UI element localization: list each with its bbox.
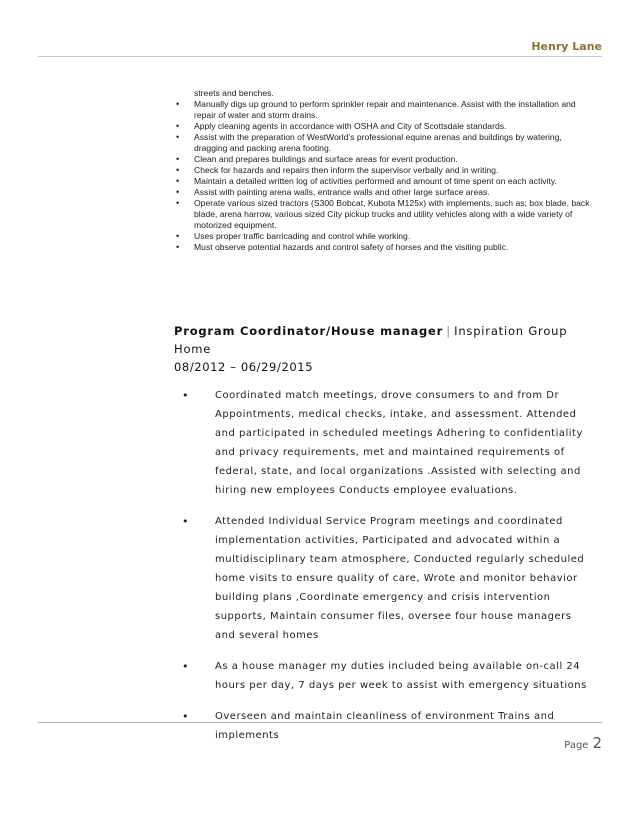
- list-item: • Must observe potential hazards and control safety of horses and the visiting public.: [194, 242, 594, 253]
- list-item: • Check for hazards and repairs then inform the supervisor verbally and in writing.: [194, 165, 594, 176]
- list-item: • Overseen and maintain cleanliness of environment Trains and implements: [215, 707, 595, 745]
- job-heading: [174, 322, 584, 358]
- heading-separator: |: [446, 324, 452, 338]
- list-item: • Maintain a detailed written log of activities performed and amount of time spent on each activity.: [194, 176, 594, 187]
- job-responsibilities-list: [215, 386, 595, 757]
- duties-list: [194, 88, 594, 253]
- page-number-value: 2: [592, 734, 602, 752]
- list-item: • Manually digs up ground to perform sprinkler repair and maintenance. Assist with the installation and repair of water and storm drains.: [194, 99, 594, 121]
- list-item: • Attended Individual Service Program meetings and coordinated implementation activities, Participated and advocated within a multidisciplinary team atmosphere, Conducted regularly scheduled home visits to ensure quality of care, Wrote and monitor behavior building plans ,Coordinate emergency and crisis intervention supports, Maintain consumer files, oversee four house managers and several homes: [215, 512, 595, 645]
- header-divider: [38, 56, 602, 57]
- list-item: • Assist with the preparation of WestWorld’s professional equine arenas and buildings by watering, dragging and packing arena footing.: [194, 132, 594, 154]
- list-item: • Assist with painting arena walls, entrance walls and other large surface areas.: [194, 187, 594, 198]
- list-item: • Coordinated match meetings, drove consumers to and from Dr Appointments, medical checks, intake, and assessment. Attended and participated in scheduled meetings Adhering to confidentiality and privacy requirements, met and maintained requirements of federal, state, and local organizations .Assisted with selecting and hiring new employees Conducts employee evaluations.: [215, 386, 595, 500]
- job-company: Inspiration Group Home: [174, 324, 568, 356]
- footer-divider: [38, 722, 602, 723]
- list-item-continuation: streets and benches.: [194, 88, 274, 98]
- list-item: • As a house manager my duties included being available on-call 24 hours per day, 7 days per week to assist with emergency situations: [215, 657, 595, 695]
- header-name: Henry Lane: [531, 40, 602, 53]
- page-label: Page: [564, 740, 589, 751]
- list-item: • Apply cleaning agents in accordance with OSHA and City of Scottsdale standards.: [194, 121, 594, 132]
- list-item: • Operate various sized tractors (S300 Bobcat, Kubota M125x) with implements, such as; box blade, back blade, arena harrow, various sized City pickup trucks and utility vehicles along with a wide variety of motorized equipment.: [194, 198, 594, 231]
- page-number: [564, 733, 602, 752]
- job-dates: 08/2012 – 06/29/2015: [174, 360, 314, 374]
- list-item: • Clean and prepares buildings and surface areas for event production.: [194, 154, 594, 165]
- list-item: • Uses proper traffic barricading and control while working.: [194, 231, 594, 242]
- job-role: Program Coordinator/House manager: [174, 324, 444, 338]
